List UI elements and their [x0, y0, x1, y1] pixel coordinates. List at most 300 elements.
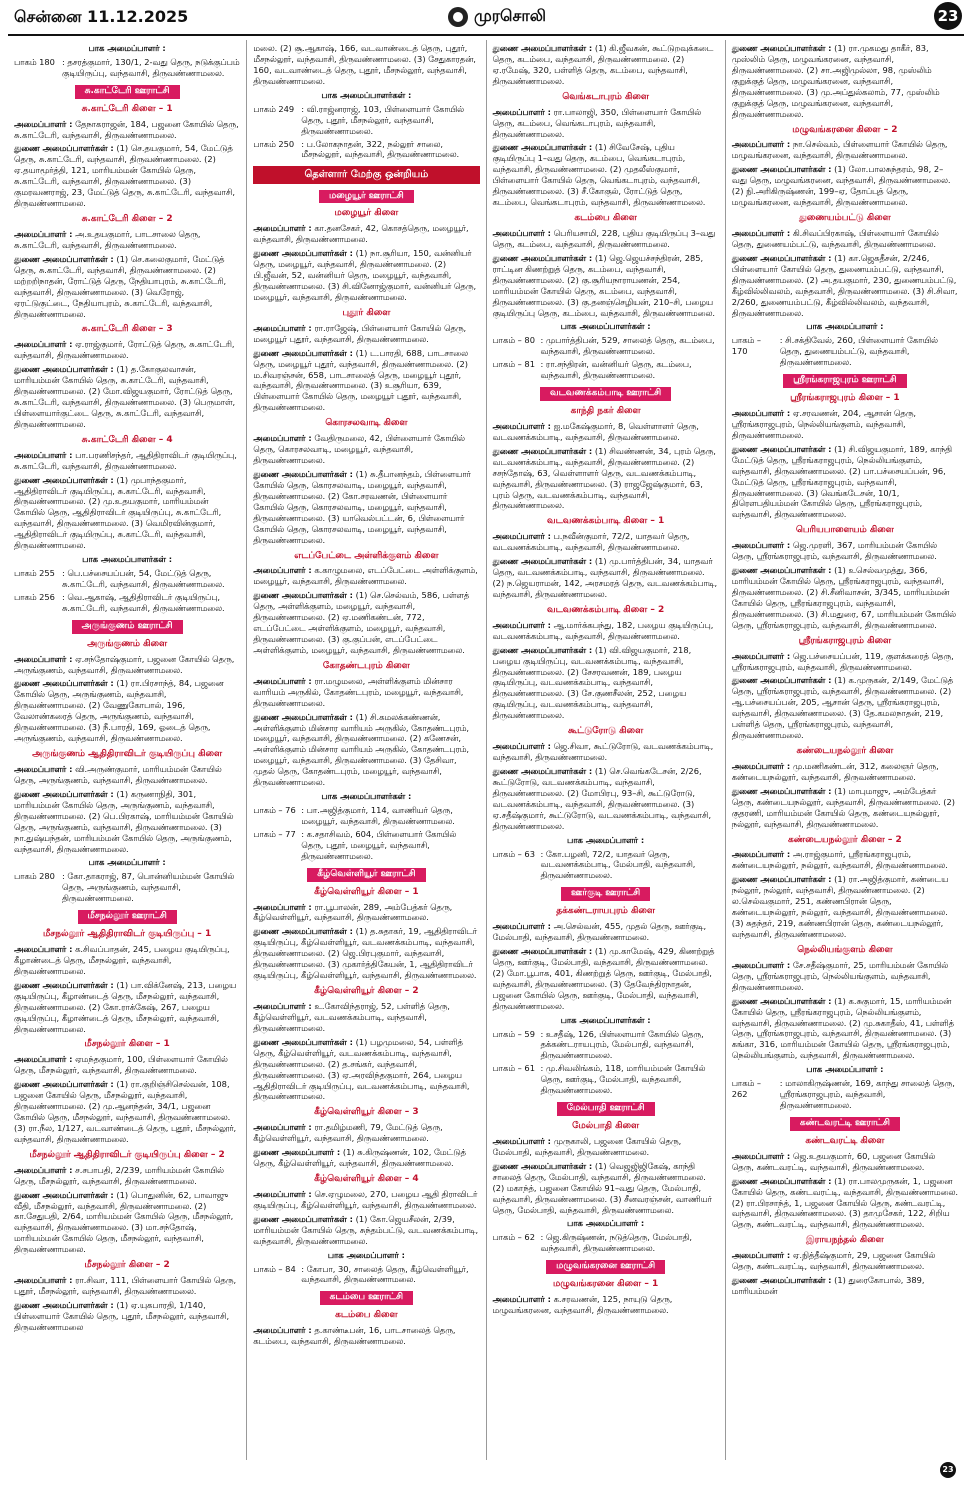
organiser-details: (1) க.சுகுமார், 15, மாரியம்மன் கோயில் தெரு, ஸ்ரீரங்கராஜபுரம், நெல்லியங்குளம், வந்தவாசி, திருவண்ணாமலை. (2) மு.சுகாதீஸ், 41, பள்ளித் தெரு, ஸ்ரீரங்கராஜபுரம், வந்தவாசி, திருவண்ணாமலை. (3) கங்கா, 316, மாரியம்மன் கோயில் தெரு, ஸ்ரீரங்கராஜபுரம், நெல்லியங்குளம், வந்தவாசி, திருவண்ணாமலை.	[731, 995, 954, 1061]
panchayat-banner: கீழ்வெள்ளியூர் ஊராட்சி	[307, 868, 425, 882]
organiser-entry	[14, 1079, 240, 1145]
branch-heading: ஸ்ரீரங்கராஜபுரம் கிளை	[798, 635, 892, 646]
organiser-details: (1) பழமுமலை, 54, பள்ளித் தெரு, கீழ்வெள்ளியூர், வடவணக்கம்பாடி, வந்தவாசி, திருவண்ணாமலை. (2) த.சங்கர், வந்தவாசி, திருவண்ணாமலை. (3) ஏ.அரவிந்தகுமார், 264, பழைய ஆதிதிராவிடர் குடியிருப்பு, வடவணக்கம்பாடி, வந்தவாசி, திருவண்ணாமலை.	[253, 1036, 470, 1102]
branch-heading: கடம்பை கிளை	[335, 1310, 398, 1321]
booth-number: பாகம் – 62	[492, 1232, 535, 1243]
organiser-details: ஜெ.சிவா, கூட்டுரோடு, வடவணக்கம்பாடி, வந்தவாசி, திருவண்ணாமலை.	[492, 741, 714, 762]
organiser-entry	[253, 469, 479, 546]
organiser-entry	[732, 996, 958, 1062]
organiser-entry	[253, 926, 479, 981]
page-header	[8, 0, 964, 36]
organiser-entry	[253, 590, 479, 656]
role-label: துணை அமைப்பாளர்கள் :	[492, 556, 593, 567]
organiser-details: மு.மணிகண்டன், 312, கலைஞர் தெரு, கண்டையநல்லூர், வந்தவாசி, திருவண்ணாமலை.	[731, 760, 939, 782]
branch-heading: வடவணக்கம்பாடி கிளை – 2	[546, 604, 665, 615]
role-label: அமைப்பாளர் :	[253, 223, 312, 234]
role-label: துணை அமைப்பாளர்கள் :	[492, 43, 593, 53]
section-label: பாக அமைப்பாளர் :	[88, 43, 166, 53]
booth-organiser: : முபார்த்திபன், 529, சாலைத் தெரு, கடம்பை, வந்தவாசி, திருவண்ணாமலை.	[540, 335, 715, 357]
organiser-entry	[253, 1325, 479, 1347]
role-label: அமைப்பாளர் :	[14, 653, 73, 664]
role-label: அமைப்பாளர் :	[492, 227, 551, 238]
role-label: அமைப்பாளர் :	[731, 959, 791, 970]
column-2	[247, 40, 486, 1460]
organiser-details: (1) மு.காமேஷ், 429, கிணற்றுத் தெரு, ஊர்குடி, மேல்பாதி, வந்தவாசி, திருவண்ணாமலை. (2) மோ.பூபாக, 401, கிணற்றுத் தெரு, ஊர்குடி, மேல்பாதி, வந்தவாசி, திருவண்ணாமலை. (3) தேவேந்திரநாதன், பஜனை கோயில் தெரு, ஊர்குடி, மேல்பாதி, வந்தவாசி, திருவண்ணாமலை.	[492, 945, 715, 1011]
panchayat-banner: ஊர்குடி ஊராட்சி	[561, 887, 650, 901]
organiser-details: ப.நவீன்குமார், 72/2, யாதவர் தெரு, வடவணக்கம்பாடி, வந்தவாசி, திருவண்ணாமலை.	[492, 531, 690, 553]
role-label: அமைப்பாளர் :	[14, 449, 73, 460]
organiser-entry	[493, 253, 719, 319]
organiser-entry	[14, 143, 240, 209]
organiser-entry	[14, 339, 240, 361]
organiser-entry	[732, 444, 958, 521]
organiser-details: (1) முபாந்தகுமார், ஆதிதிராவிடர் குடியிருப்பு, சு.காட்டேரி, வந்தவாசி, திருவண்ணாமலை. (2) மு.உதயகுமார், மாரியம்மன் கோயில் தெரு, ஆதிதிராவிடர் குடியிருப்பு, சு.காட்டேரி, வந்தவாசி, திருவண்ணாமலை. (3) வெமிரவின்குமார், ஆதிதிராவிடர் குடியிருப்பு, சு.காட்டேரி, வந்தவாசி, திருவண்ணாமலை.	[14, 474, 222, 551]
booth-number: பாகம் – 262	[731, 1078, 762, 1100]
branch-heading: நெல்லியங்குளம் கிளை	[797, 944, 893, 955]
branch-heading: துணையம்பட்டு கிளை	[798, 213, 891, 224]
organiser-details: வேதிருமலை, 42, பிள்ளையார் கோயில் தெரு, கொரசலவாடி, மழையூர், வந்தவாசி, திருவண்ணாமலை.	[253, 433, 465, 465]
organiser-details: (1) மாபுமாஜு, அம்பேத்கர் தெரு, கண்டையநல்லூர், வந்தவாசி, திருவண்ணாமலை. (2) குதரணி, மாரியம்மன் கோயில் தெரு, கண்டையநல்லூர், நல்லூர், வந்தவாசி, திருவண்ணாமலை.	[731, 785, 956, 829]
organiser-entry	[253, 902, 479, 924]
role-label: அமைப்பாளர் :	[492, 741, 551, 752]
organiser-details: (1) லோ.பாலசுந்தரம், 98, 2–வது தெரு, மழுவங்கரனை, வந்தவாசி, திருவண்ணாமலை. (2) நி.அரிகிருஷ்ணன், 199–ஏ, தோப்புத் தெரு, மழுவங்கரனை, வந்தவாசி, திருவண்ணாமலை.	[731, 164, 951, 208]
organiser-details: (1) கருணாநிதி, 301, மாரியம்மன் கோயில் தெரு, அருங்குணம், வந்தவாசி, திருவண்ணாமலை. (2) பெ.பிரகாஷ், மாரியம்மன் கோயில் தெரு, அருங்குணம், வந்தவாசி, திருவண்ணாமலை. (3) நா.துஷ்யந்தன், மாரியம்மன் கோயில் தெரு, அருங்குணம், வந்தவாசி, திருவண்ணாமலை.	[14, 788, 234, 854]
branch-heading: சு.காட்டேரி கிளை – 2	[81, 214, 173, 225]
section-label: பாக அமைப்பாளர் :	[806, 321, 884, 332]
organiser-details: க.காழுமலை, எடப்பேட்டை அள்ளிக்குளம், மழையூர், வந்தவாசி, திருவண்ணாமலை.	[253, 565, 478, 587]
role-label: அமைப்பாளர் :	[492, 1294, 551, 1304]
organiser-details: (1) நா.சூரியா, 150, வன்னியர் தெரு, மழையூர், வந்தவாசி, திருவண்ணாமலை. (2) பி.ஜீவன், 52, வன்னியர் தெரு, மழையூர், வந்தவாசி, திருவண்ணாமலை. (3) சி.வினோஜ்குமார், வன்னியர் தெரு, மழையூர், வந்தவாசி, திருவண்ணாமலை.	[253, 248, 477, 302]
organiser-details: (1) கி.ஜீவகன், கூட்டுறவுக்கடை தெரு, கடம்பை, வந்தவாசி, திருவண்ணாமலை. (2) ஏ.ரமேஷ், 320, பள்ளித் தெரு, கடம்பை, வந்தவாசி, திருவண்ணாமலை.	[492, 43, 714, 86]
organiser-details: க.சரவணன், 125, நாயுடு தெரு, மழுவங்கரனை, வந்தவாசி, திருவண்ணாமலை.	[492, 1294, 673, 1315]
organiser-entry	[493, 421, 719, 443]
organiser-details: (1) ஏ.யுகபாரதி, 1/140, பிள்ளையார் கோயில் தெரு, புதூர், மீசநல்லூர், வந்தவாசி, திருவண்ணாமலை	[14, 1299, 230, 1332]
booth-row	[14, 57, 240, 79]
role-label: துணை அமைப்பாளர்கள் :	[731, 1275, 832, 1286]
organiser-entry	[732, 253, 958, 319]
organiser-details: ரா.ராஜேஷ், பிள்ளையார் கோயில் தெரு, மழையூர் புதூர், வந்தவாசி, திருவண்ணாமலை.	[253, 322, 467, 344]
role-label: அமைப்பாளர் :	[253, 675, 312, 686]
column-1	[8, 40, 247, 1460]
booth-row	[253, 1264, 479, 1286]
role-label: அமைப்பாளர் :	[253, 1000, 312, 1011]
section-label: பாக அமைப்பாளர் :	[327, 1249, 405, 1260]
role-label: துணை அமைப்பாளர்கள் :	[731, 565, 832, 576]
organiser-entry	[14, 678, 240, 744]
panchayat-banner: ஸ்ரீரங்கராஜபுரம் ஊராட்சி	[783, 374, 906, 388]
organiser-entry	[493, 531, 719, 553]
branch-heading: சு.காட்டேரி கிளை – 3	[81, 324, 173, 335]
branch-heading: பெரியபாளையம் கிளை	[795, 525, 894, 536]
branch-heading: தக்கண்டராயபுரம் கிளை	[556, 906, 656, 917]
branch-heading: எடப்பேட்டை அள்ளிக்குளம் கிளை	[294, 550, 439, 561]
organiser-entry	[253, 1037, 479, 1103]
booth-row	[493, 1029, 719, 1062]
organiser-entry	[253, 1001, 479, 1034]
booth-row	[493, 1063, 719, 1096]
organiser-details: (1) ஜெ.ஜெயச்சந்திரன், 285, ராட்டின கிணற்றுத் தெரு, கடம்பை, வந்தவாசி, திருவண்ணாமலை. (2) கு.சூரியநாராயணன், 254, மாரியம்மன் கோயில் தெரு, கடம்பை, வந்தவாசி, திருவண்ணாமலை. (3) கு.தனஞ்செழியன், 210–சி, பழைய குடியிருப்பு தெரு, கடம்பை, வந்தவாசி, திருவண்ணாமலை.	[492, 252, 715, 318]
role-label: துணை அமைப்பாளர்கள் :	[14, 253, 114, 264]
branch-heading: சு.காட்டேரி கிளை – 1	[81, 103, 173, 114]
role-label: அமைப்பாளர் :	[14, 1054, 73, 1065]
role-label: அமைப்பாளர் :	[492, 531, 551, 542]
booth-row	[14, 568, 240, 590]
booth-organiser: : தசரத்குமார், 130/1, 2-வது தெரு, நடுக்குப்பம் குடியிருப்பு, வந்தவாசி, திருவண்ணாமலை.	[62, 56, 240, 78]
organiser-entry	[14, 229, 240, 251]
role-label: அமைப்பாளர் :	[731, 1250, 791, 1261]
organiser-entry	[253, 712, 479, 789]
organiser-details: (1) ரா.குறிஞ்சிசெல்வன், 108, பஜனை கோயில் தெரு, மீசநல்லூர், வந்தவாசி, திருவண்ணாமலை. (2) மு.ஆனந்தன், 34/1, பஜனை கோயில் தெரு, மீசநல்லூர், வந்தவாசி, திருவண்ணாமலை. (3) ரா.நீல, 1/127, வடவாண்டைத் தெரு, புதூர், மீசநல்லூர், வந்தவாசி, திருவண்ணாமலை.	[14, 1079, 237, 1144]
organiser-details: த.காண்டீபன், 16, பாடசாலைத் தெரு, கடம்பை, வந்தவாசி, திருவண்ணாமலை.	[253, 1325, 456, 1347]
branch-heading: புதூர் கிளை	[342, 307, 391, 318]
organiser-entry	[253, 676, 479, 709]
organiser-details: ரா.பாலாஜி, 350, பிள்ளையார் கோயில் தெரு, கடம்பை, வெங்கடாபுரம், வந்தவாசி, திருவண்ணாமலை.	[492, 106, 702, 139]
organiser-details: (1) வெஜஜிஜிகேஷ், காந்தி சாலைத் தெரு, மேல்பாதி, வந்தவாசி, திருவண்ணாமலை. (2) மகாந்த், பஜனை கோயில் 91–வது தெரு, மேல்பாதி, வந்தவாசி, திருவண்ணாமலை. (3) சீனவரஞ்சன், வாணியர் தெரு, மேல்பாதி, வந்தவாசி, திருவண்ணாமலை.	[492, 1160, 712, 1215]
branch-heading: இராயநந்தல் கிளை	[805, 1235, 884, 1246]
role-label: துணை அமைப்பாளர்கள் :	[14, 1299, 114, 1310]
branch-heading: மீசநல்லூர் ஆதிதிராவிடர் குடியிருப்பு கிளை – 2	[29, 1149, 225, 1160]
branch-heading: கோதண்டபுரம் கிளை	[322, 660, 410, 671]
organiser-entry	[493, 556, 719, 600]
panchayat-banner: சு.காட்டேரி ஊராட்சி	[75, 85, 180, 99]
booth-number: பாகம் – 81	[492, 359, 535, 370]
role-label: துணை அமைப்பாளர்கள் :	[253, 711, 353, 722]
booth-row	[732, 1078, 958, 1111]
role-label: அமைப்பாளர் :	[731, 540, 791, 551]
organiser-entry	[732, 960, 958, 993]
organiser-entry	[14, 1275, 240, 1297]
role-label: அமைப்பாளர் :	[253, 901, 312, 912]
organiser-entry	[493, 446, 719, 512]
organiser-entry	[14, 1300, 240, 1333]
section-label: பாக அமைப்பாளர்கள் :	[321, 791, 412, 802]
column-3	[487, 40, 726, 1460]
role-label: துணை அமைப்பாளர்கள் :	[253, 347, 353, 358]
booth-organiser: : மு.சிவலிங்கம், 118, மாரியம்மன் கோயில் தெரு, ஊர்குடி, மேல்பாதி, வந்தவாசி, திருவண்ணாமலை.	[540, 1063, 706, 1096]
article-columns	[8, 40, 964, 1460]
booth-number: பாகம் – 77	[253, 828, 296, 839]
organiser-details: கா.தனசேகர், 42, கொசத்தெரு, மழையூர், வந்தவாசி, திருவண்ணாமலை.	[253, 223, 469, 245]
organiser-entry	[732, 786, 958, 830]
branch-heading: கண்டையநல்லூர் கிளை	[796, 746, 894, 757]
organiser-entry	[493, 921, 719, 943]
organiser-details: ஏமந்தகுமார், 100, பிள்ளையார் கோயில் தெரு, மீசநல்லூர், வந்தவாசி, திருவண்ணாமலை.	[14, 1054, 228, 1076]
branch-heading: மேல்பாதி கிளை	[572, 1121, 640, 1131]
organiser-entry	[732, 849, 958, 871]
role-label: அமைப்பாளர் :	[14, 339, 73, 350]
panchayat-banner: கண்டவரட்டி ஊராட்சி	[790, 1117, 900, 1131]
organiser-entry	[253, 248, 479, 303]
organiser-entry	[493, 645, 719, 722]
section-label: பாக அமைப்பாளர்கள் :	[82, 554, 173, 565]
role-label: துணை அமைப்பாளர்கள் :	[492, 765, 593, 776]
booth-number: பாகம் – 61	[492, 1063, 535, 1074]
booth-number: பாகம் 249	[253, 103, 295, 114]
booth-number: பாகம் – 63	[492, 848, 535, 859]
role-label: துணை அமைப்பாளர்கள் :	[492, 644, 593, 655]
role-label: அமைப்பாளர் :	[14, 118, 73, 129]
role-label: அமைப்பாளர் :	[14, 1164, 73, 1175]
booth-number: பாகம் 180	[14, 56, 55, 67]
organiser-entry	[14, 764, 240, 786]
booth-organiser: : பா.அஜித்குமார், 114, வாணியர் தெரு, மழையூர், வந்தவாசி, திருவண்ணாமலை.	[301, 805, 455, 826]
organiser-details: நா.செல்வம், பிள்ளையார் கோயில் தெரு, மழுவங்கரனை, வந்தவாசி, திருவண்ணாமலை.	[731, 139, 948, 161]
organiser-details: முருகாலி, பஜனை கோயில் தெரு, மேல்பாதி, வந்தவாசி, திருவண்ணாமலை.	[492, 1135, 682, 1157]
role-label: அமைப்பாளர் :	[492, 1135, 551, 1146]
branch-heading: ஸ்ரீரங்கராஜபுரம் கிளை – 1	[790, 393, 900, 404]
organiser-details: (1) செ.கலைகுமார், மேட்டுத் தெரு, சு.காட்டேரி, வந்தவாசி, திருவண்ணாமலை. (2) மற்றறிநாதன், ரோட்டுத் தெரு, நேதியாபுரம், சு.காட்டேரி, வந்தவாசி, திருவண்ணாமலை. (3) வெரோஜ், ஏரட்டுகுட்டை, நேதியாபுரம், சு.காட்டேரி, வந்தவாசி, திருவண்ணாமலை.	[14, 253, 227, 319]
section-label: பாக அமைப்பாளர்கள் :	[560, 1014, 651, 1025]
booth-number: பாகம் – 84	[253, 1263, 296, 1274]
role-label: துணை அமைப்பாளர்கள் :	[731, 995, 832, 1006]
organiser-details: தேநாகராஜன், 184, பஜனை கோயில் தெரு, சு.காட்டேரி, வந்தவாசி, திருவண்ணாமலை.	[14, 118, 239, 140]
booth-row	[732, 335, 958, 368]
role-label: அமைப்பாளர் :	[253, 1188, 312, 1199]
booth-row	[493, 1232, 719, 1254]
role-label: அமைப்பாளர் :	[14, 763, 73, 774]
branch-heading: கண்டையநல்லூர் கிளை – 2	[788, 834, 902, 845]
role-label: துணை அமைப்பாளர்கள் :	[492, 252, 593, 263]
organiser-details: வி.அருண்குமார், மாரியம்மன் கோயில் தெரு, அருங்குணம், வந்தவாசி, திருவண்ணாமலை.	[14, 763, 222, 785]
branch-heading: மீசநல்லூர் கிளை – 2	[84, 1260, 170, 1271]
organiser-entry	[732, 228, 958, 250]
branch-heading: கொரசலவாடி கிளை	[325, 418, 408, 429]
booth-organiser: : வெ.ஆகாஷ், ஆதிதிராவிடர் குடியிருப்பு, சு.காட்டேரி, வந்தவாசி, திருவண்ணாமலை.	[62, 591, 225, 613]
organiser-details: (1) ரா.பிரசாந்த், 84, பஜனை கோயில் தெரு, அருங்குணம், வந்தவாசி, திருவண்ணாமலை. (2) வேணுகோபால், 196, வேலாண்கரைத் தெரு, அருங்குணம், வந்தவாசி, திருவண்ணாமலை. (3) நீ.பாரதி, 169, ஓடைத் தெரு, அருங்குணம், வந்தவாசி, திருவண்ணாமலை.	[14, 678, 224, 744]
booth-number: பாகம் – 59	[492, 1028, 535, 1039]
organiser-entry	[732, 139, 958, 161]
organiser-details: ஏ.ராஜ்குமார், ரோட்டுத் தெரு, சு.காட்டேரி, வந்தவாசி, திருவண்ணாமலை.	[14, 339, 235, 361]
section-label: பாக அமைப்பாளர் :	[806, 1064, 884, 1075]
branch-heading: மழையூர் கிளை	[334, 208, 399, 219]
organiser-details: ரா.பூபாலன், 289, அம்பேத்கர் தெரு, கீழ்வெள்ளியூர், வந்தவாசி, திருவண்ணாமலை.	[253, 901, 453, 923]
organiser-details: ஏ.நித்தீஷ்குமார், 29, பஜனை கோயில் தெரு, கண்டவரட்டி, வந்தவாசி, திருவண்ணாமலை.	[731, 1250, 936, 1272]
booth-row	[493, 849, 719, 882]
booth-organiser: : ரா.சந்திரன், வன்னியர் தெரு, கடம்பை, வந்தவாசி, திருவண்ணாமலை.	[540, 359, 692, 381]
booth-row	[493, 359, 719, 381]
booth-row	[253, 139, 479, 161]
role-label: அமைப்பாளர் :	[492, 921, 551, 932]
organiser-details: ரா.தமிழ்மணி, 79, மேட்டுத் தெரு, கீழ்வெள்ளியூர், வந்தவாசி, திருவண்ணாமலை.	[253, 1122, 443, 1144]
organiser-entry	[253, 323, 479, 345]
organiser-details: அ.உதயகுமார், பாடசாலை தெரு, சு.காட்டேரி, வந்தவாசி, திருவண்ணாமலை.	[14, 228, 201, 250]
booth-number: பாகம் 250	[253, 138, 295, 149]
role-label: அமைப்பாளர் :	[253, 433, 312, 444]
footer-page-number: 23	[940, 1462, 956, 1478]
branch-heading: கீழ்வெள்ளியூர் கிளை – 2	[314, 986, 419, 997]
panchayat-banner: மேல்பாதி ஊராட்சி	[557, 1102, 655, 1116]
organiser-entry	[493, 1136, 719, 1158]
branch-heading: வடவணக்கம்பாடி கிளை – 1	[546, 516, 665, 527]
booth-number: பாகம் 280	[14, 871, 55, 882]
role-label: அமைப்பாளர் :	[253, 1122, 312, 1133]
panchayat-banner: அருங்குணம் ஊராட்சி	[72, 620, 183, 634]
role-label: துணை அமைப்பாளர்கள் :	[14, 788, 114, 799]
organiser-entry	[14, 1190, 240, 1256]
organiser-entry	[253, 1122, 479, 1144]
organiser-details: (1) சிவேசேஷ், புதிய குடியிருப்பு 1–வது தெரு, கடம்பை, வெங்கடாபுரம், வந்தவாசி, திருவண்ணாமலை. (2) முதலீஸ்குமார், பிள்ளையார் கோயில் தெரு, வெங்கடாபுரம், வந்தவாசி, திருவண்ணாமலை. (3) சீ.கோகுல், ரோட்டுத் தெரு, கடம்பை, வெங்கடாபுரம், வந்தவாசி, திருவண்ணாமலை.	[492, 142, 706, 208]
booth-organiser: : சி.சக்திவேல், 260, பிள்ளையார் கோயில் தெரு, துணையம்பட்டு, வந்தவாசி, திருவண்ணாமலை.	[779, 335, 938, 368]
booth-row	[253, 805, 479, 827]
role-label: துணை அமைப்பாளர்கள் :	[253, 1036, 353, 1047]
organiser-details: அ.ராஜ்குமார், ஸ்ரீரங்கராஜபுரம், கண்டையநல்லூர், நல்லூர், வந்தவாசி, திருவண்ணாமலை.	[731, 849, 948, 871]
organiser-details: ஏ.சரவணன், 204, ஆசான் தெரு, ஸ்ரீரங்கராஜபுரம், நெல்லியங்குளம், வந்தவாசி, திருவண்ணாமலை.	[731, 407, 917, 440]
panchayat-banner: கடம்பை ஊராட்சி	[320, 1291, 413, 1305]
organiser-entry	[732, 761, 958, 783]
role-label: அமைப்பாளர் :	[253, 322, 312, 333]
organiser-entry	[493, 142, 719, 208]
organiser-entry	[253, 1147, 479, 1169]
role-label: துணை அமைப்பாளர்கள் :	[731, 443, 832, 454]
branch-heading: கூட்டுரோடு கிளை	[568, 726, 644, 737]
role-label: துணை அமைப்பாளர்கள் :	[253, 1213, 353, 1224]
organiser-details: (1) சிவண்ணன், 34, புரம் தெரு, வடவணக்கம்பாடி, வந்தவாசி, திருவண்ணாமலை. (2) சசந்தோஷ், 63, வெள்ளாளர் தெரு, வடவணக்கம்பாடி, வந்தவாசி, திருவண்ணாமலை. (3) ராஜஜேஷ்குமார், 63, புரம் தெரு, வடவணக்கம்பாடி, வந்தவாசி, திருவண்ணாமலை.	[492, 445, 716, 511]
branch-heading: மீசநல்லூர் ஆதிதிராவிடர் குடியிருப்பு – 1	[43, 929, 212, 940]
organiser-details: (1) மு.பார்த்திபன், 34, யாதவர் தெரு, வடவணக்கம்பாடி, வந்தவாசி, திருவண்ணாமலை. (2) ந.ஜெயராமன், 142, அரசமரத் தெரு, வடவணக்கம்பாடி, வந்தவாசி, திருவண்ணாமலை.	[492, 556, 718, 599]
booth-organiser: : மாலாகிருஷ்ணன், 169, காந்து சாலைத் தெரு, ஸ்ரீரங்கராஜபுரம், வந்தவாசி, திருவண்ணாமலை.	[779, 1078, 955, 1111]
role-label: துணை அமைப்பாளர்கள் :	[14, 678, 114, 689]
panchayat-banner: மழையூர் ஊராட்சி	[319, 190, 414, 204]
role-label: துணை அமைப்பாளர்கள் :	[492, 1160, 593, 1171]
organiser-details: (1) சு.தீபானந்தம், பிள்ளையார் கோயில் தெரு, கொரசலவாடி, மழையூர், வந்தவாசி, திருவண்ணாமலை. (2) கோ.சரவணன், பிள்ளையார் கோயில் தெரு, கொரசலவாடி, மழையூர், வந்தவாசி, திருவண்ணாமலை. (3) யாவெல்பட்டன், 6, பிள்ளையார் கோயில் தெரு, கொரசலவாடி, மழையூர், வந்தவாசி, திருவண்ணாமலை.	[253, 468, 471, 545]
organiser-entry	[253, 1189, 479, 1211]
branch-heading: மீசநல்லூர் கிளை – 1	[84, 1039, 170, 1050]
branch-heading: காந்தி நகர் கிளை	[570, 406, 641, 416]
organiser-entry	[732, 1176, 958, 1231]
organiser-entry	[732, 164, 958, 208]
organiser-entry	[493, 1294, 719, 1316]
booth-row	[253, 829, 479, 862]
organiser-entry	[493, 946, 719, 1012]
organiser-details: க.சிவப்பாதன், 245, பழைய குடியிருப்பு, கீழாண்டைத் தெரு, மீசநல்லூர், வந்தவாசி, திருவண்ணாமலை.	[14, 943, 230, 976]
organiser-entry	[253, 433, 479, 466]
role-label: அமைப்பாளர் :	[492, 619, 551, 630]
organiser-entry	[493, 107, 719, 140]
booth-organiser: : ப.லோகநாதன், 322, நல்லூர் சாலை, மீசநல்லூர், வந்தவாசி, திருவண்ணாமலை.	[301, 138, 460, 160]
role-label: துணை அமைப்பாளர்கள் :	[731, 785, 832, 796]
organiser-entry	[732, 1250, 958, 1272]
branch-heading: அருங்குணம் கிளை	[87, 638, 168, 649]
organiser-details: செ.ஏழுமலை, 270, பழைய ஆதி திராவிடர் குடியிருப்பு, கீழ்வெள்ளியூர், வந்தவாசி, திருவண்ணாமலை.	[253, 1188, 478, 1210]
organiser-details: (1) பா.விக்னேஷ், 213, பழைய குடியிருப்பு, கீழாண்டைத் தெரு, மீசநல்லூர், வந்தவாசி, திருவண்ணாமலை. (2) கோ.ராக்கேஷ், 267, பழைய குடியிருப்பு, கீழாண்டைத் தெரு, மீசநல்லூர், வந்தவாசி, திருவண்ணாமலை.	[14, 979, 237, 1034]
branch-heading: மழுவங்கரனை கிளை – 1	[553, 1279, 659, 1290]
city-date: சென்னை 11.12.2025	[14, 7, 189, 26]
organiser-entry	[14, 1054, 240, 1076]
role-label: துணை அமைப்பாளர்கள் :	[731, 874, 832, 885]
role-label: துணை அமைப்பாளர்கள் :	[253, 590, 353, 601]
role-label: துணை அமைப்பாளர்கள் :	[731, 252, 832, 263]
organiser-entry	[493, 43, 719, 87]
organiser-details: பெரியசாமி, 228, புதிய குடியிருப்பு 3–வது தெரு, கடம்பை, வந்தவாசி, திருவண்ணாமலை.	[492, 227, 716, 249]
booth-organiser: : கோ.பழனி, 72/2, யாதவர் தெரு, வடவணக்கம்பாடி, மேல்பாதி, வந்தவாசி, திருவண்ணாமலை.	[540, 848, 696, 881]
role-label: அமைப்பாளர் :	[731, 139, 791, 150]
role-label: துணை அமைப்பாளர்கள் :	[14, 1079, 114, 1090]
organiser-entry	[732, 565, 958, 631]
organiser-entry	[732, 408, 958, 441]
organiser-details: மலை. (2) சூ.ஆகாஷ், 166, வடவாண்டைத் தெரு, புதூர், மீசநல்லூர், வந்தவாசி, திருவண்ணாமலை. (3) சேதுகாரதன், 160, வடவாண்டைத் தெரு, புதூர், மீசநல்லூர், வந்தவாசி, திருவண்ணாமலை.	[253, 43, 476, 86]
role-label: துணை அமைப்பாளர்கள் :	[492, 445, 593, 456]
organiser-entry	[732, 874, 958, 940]
booth-number: பாகம் 255	[14, 568, 55, 579]
organiser-details: (1) செ.தயகுமார், 54, மேட்டுத் தெரு, சு.காட்டேரி, வந்தவாசி, திருவண்ணாமலை. (2) ஏ.தயாமூர்த்தி, 121, மாரியம்மன் கோயில் தெரு, சு.காட்டேரி, வந்தவாசி, திருவண்ணாமலை. (3) குமரவணராஜ், 23, மேட்டுத் தெரு, சு.காட்டேரி, வந்தவாசி, திருவண்ணாமலை.	[14, 143, 235, 209]
masthead	[448, 6, 546, 27]
organiser-entry	[14, 475, 240, 552]
role-label: துணை அமைப்பாளர்கள் :	[14, 979, 114, 990]
role-label: அமைப்பாளர் :	[492, 106, 551, 117]
organiser-details: ஐ.மகேஷ்குமார், 8, வெள்ளாளர் தெரு, வடவணக்கம்பாடி, வந்தவாசி, திருவண்ணாமலை.	[492, 420, 699, 442]
role-label: துணை அமைப்பாளர்கள் :	[253, 248, 353, 259]
role-label: அமைப்பாளர் :	[731, 227, 791, 238]
role-label: அமைப்பாளர் :	[731, 760, 791, 771]
role-label: துணை அமைப்பாளர்கள் :	[14, 474, 114, 485]
booth-row	[253, 104, 479, 137]
booth-organiser: : கோபா, 30, சாலைத் தெரு, கீழ்வெள்ளியூர், வந்தவாசி, திருவண்ணாமலை.	[301, 1263, 469, 1285]
branch-heading: அருங்குணம் ஆதிதிராவிடர் குடியிருப்பு கிளை	[32, 749, 223, 760]
organiser-details: அ.செல்வன், 455, முதல் தெரு, ஊர்குடி, மேல்பாதி, வந்தவாசி, திருவண்ணாமலை.	[492, 921, 707, 942]
branch-heading: கண்டவரட்டி கிளை	[805, 1135, 885, 1146]
booth-number: பாகம் – 80	[492, 335, 535, 346]
organiser-entry	[253, 1214, 479, 1247]
column-4	[726, 40, 964, 1460]
organiser-details: (1) பொதுனின், 62, பாவாஜு வீதி, மீசநல்லூர், வந்தவாசி, திருவண்ணாமலை. (2) கா.சேதுபதி, 2/64, மாரியம்மன் கோயில் தெரு, மீசநல்லூர், வந்தவாசி, திருவண்ணாமலை. (3) மா.சந்தோஷ், மாரியம்மன் கோயில் தெரு, மீசநல்லூர், வந்தவாசி, திருவண்ணாமலை.	[14, 1189, 234, 1255]
role-label: அமைப்பாளர் :	[492, 420, 551, 431]
branch-heading: கீழ்வெள்ளியூர் கிளை – 1	[314, 886, 419, 897]
organiser-details: ச.சபாபதி, 2/239, மாரியம்மன் கோயில் தெரு, மீசநல்லூர், வந்தவாசி, திருவண்ணாமலை.	[14, 1164, 224, 1186]
panchayat-banner: வடவணக்கம்பாடி ஊராட்சி	[540, 387, 671, 401]
organiser-details: (1) த.சுதாகர், 19, ஆதிதிராவிடர் குடியிருப்பு, கீழ்வெள்ளியூர், வடவணக்கம்பாடி, வந்தவாசி, திருவண்ணாமலை. (2) ஜெ.பிரபுகுமார், வந்தவாசி, திருவண்ணாமலை. (3) முகார்த்திகேயன், 1, ஆதிதிராவிடர் குடியிருப்பு, கீழ்வெள்ளியூர், வந்தவாசி, திருவண்ணாமலை.	[253, 926, 478, 981]
role-label: துணை அமைப்பாளர்கள் :	[253, 468, 353, 479]
role-label: துணை அமைப்பாளர்கள் :	[492, 945, 593, 956]
organiser-details: (1) உசெல்வமுத்து, 366, மாரியம்மன் கோயில் தெரு, ஸ்ரீரங்கராஜபுரம், வந்தவாசி, திருவண்ணாமலை. (2) சி.சீனிவாசன், 3/345, மாரியம்மன் கோயில் தெரு, ஸ்ரீரங்கராஜபுரம், வந்தவாசி, திருவண்ணாமலை. (3) சி.மதுரை, 67, மாரியம்மன் கோயில் தெரு, ஸ்ரீரங்கராஜபுரம், வந்தவாசி, திருவண்ணாமலை.	[731, 565, 957, 630]
organiser-entry	[732, 540, 958, 562]
branch-heading: கடம்பை கிளை	[574, 213, 637, 224]
organiser-details: ஜெ.முரளி, 367, மாரியம்மன் கோயில் தெரு, ஸ்ரீரங்கராஜபுரம், வந்தவாசி, திருவண்ணாமலை.	[731, 540, 937, 562]
organiser-entry	[14, 119, 240, 141]
organiser-entry	[253, 223, 479, 245]
booth-row	[14, 871, 240, 904]
organiser-details: ரா.சிவா, 111, பிள்ளையார் கோயில் தெரு, புதூர், மீசநல்லூர், வந்தவாசி, திருவண்ணாமலை.	[14, 1275, 237, 1296]
role-label: துணை அமைப்பாளர்கள் :	[731, 164, 832, 175]
organiser-entry	[253, 348, 479, 414]
role-label: துணை அமைப்பாளர்கள் :	[731, 1175, 832, 1186]
role-label: அமைப்பாளர் :	[731, 849, 791, 860]
booth-organiser: : ஜெ.கிருஷ்ணன், நடுத்தெரு, மேல்பாதி, வந்தவாசி, திருவண்ணாமலை.	[540, 1232, 692, 1254]
booth-organiser: : கோ.தாகராஜ், 87, பொன்னியம்மன் கோயில் தெரு, அருங்குணம், வந்தவாசி, திருவண்ணாமலை.	[62, 871, 235, 904]
role-label: அமைப்பாளர் :	[731, 407, 791, 418]
role-label: அமைப்பாளர் :	[253, 565, 312, 576]
organiser-details: (1) சி.கமலக்கண்ணன், அள்ளிக்குளம் மின்சார வாரியம் அருகில், கோதண்டபுரம், மழையூர், வந்தவாசி, திருவண்ணாமலை. (2) கணேசன், அள்ளிக்குளம் மின்சார வாரியம் அருகில், கோதண்டபுரம், மழையூர், வந்தவாசி, திருவண்ணாமலை. (3) தேசிவா, முதல் தெரு, கோதண்டபுரம், மழையூர், வந்தவாசி, திருவண்ணாமலை.	[253, 711, 470, 788]
organiser-entry	[14, 654, 240, 676]
organiser-details: சே.சதீஷ்குமார், 25, மாரியம்மன் கோயில் தெரு, ஸ்ரீரங்கராஜபுரம், நெல்லியங்குளம், வந்தவாசி, திருவண்ணாமலை.	[731, 959, 949, 992]
organiser-entry	[732, 651, 958, 673]
section-label: பாக அமைப்பாளர்கள் :	[560, 321, 651, 332]
organiser-entry	[732, 43, 958, 120]
role-label: அமைப்பாளர் :	[253, 1325, 312, 1336]
organiser-details: (1) ரா.அஜித்குமார், கண்டைய நல்லூர், நல்லூர், வந்தவாசி, திருவண்ணாமலை. (2) ல.செல்வகுமார், 251, கண்ணபிரான் தெரு, கண்டையநல்லூர், நல்லூர், வந்தவாசி, திருவண்ணாமலை. (3) சுதந்தர், 219, கண்ணபிரான் தெரு, கண்டையநல்லூர், வந்தவாசி, திருவண்ணாமலை.	[731, 874, 949, 939]
organiser-entry	[14, 789, 240, 855]
booth-row	[14, 592, 240, 614]
section-label: பாக அமைப்பாளர்கள் :	[321, 89, 412, 100]
organiser-entry	[493, 741, 719, 763]
newspaper-name: முரசொலி	[474, 6, 546, 25]
union-banner: தெள்ளார் மேற்கு ஒன்றியம்	[253, 166, 479, 183]
branch-heading: கீழ்வெள்ளியூர் கிளை – 3	[314, 1107, 419, 1118]
organiser-details: (1) செ.வெங்கடேசன், 2/26, கூட்டுரோடு, வடவணக்கம்பாடி, வந்தவாசி, திருவண்ணாமலை. (2) மோபிரபு, 93–சி, கூட்டுரோடு, வடவணக்கம்பாடி, வந்தவாசி, திருவண்ணாமலை. (3) ஏ.சதீஷ்குமார், கூட்டுரோடு, வடவணக்கம்பாடி, வந்தவாசி, திருவண்ணாமலை.	[492, 765, 712, 831]
booth-number: பாகம் – 170	[731, 335, 762, 357]
organiser-entry	[732, 1275, 958, 1297]
role-label: அமைப்பாளர் :	[731, 1150, 791, 1161]
organiser-entry	[732, 1151, 958, 1173]
